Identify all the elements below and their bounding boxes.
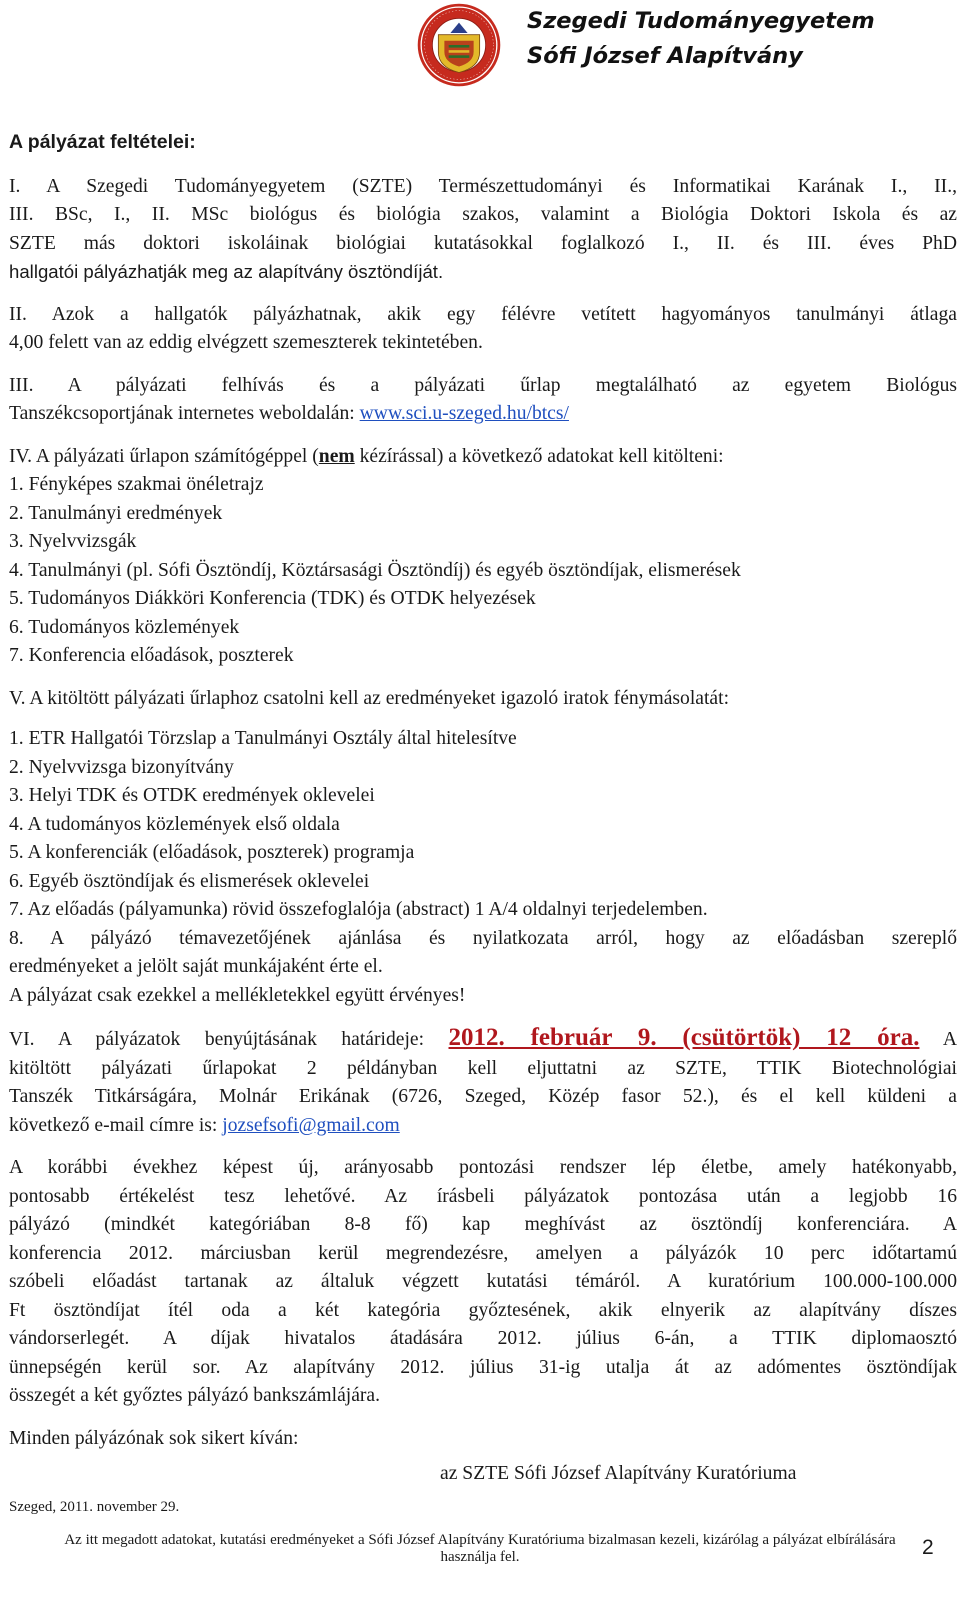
header-brand bbox=[527, 4, 875, 74]
condition-1 bbox=[9, 173, 957, 287]
org-name: Szegedi Tudományegyetem bbox=[527, 8, 875, 34]
condition-2 bbox=[9, 301, 957, 358]
closing-line: pályázó (mindkét kategóriában 8-8 fő) kap meghívást az ösztöndíj konferenciára. A bbox=[9, 1214, 957, 1235]
condition-2-line: II. Azok a hallgatók pályázhatnak, akik egy félévre vetített hagyományos tanulmányi átlaga bbox=[9, 303, 957, 325]
attachments-list bbox=[9, 725, 957, 1010]
closing-line: ünnepségén kerül sor. Az alapítvány 2012. július 31-ig utalja át az adómentes ösztöndíjak bbox=[9, 1356, 957, 1378]
list-item: 1. ETR Hallgatói Törzslap a Tanulmányi Osztály által hitelesítve bbox=[9, 728, 517, 749]
list-item-continuation: eredményeket a jelölt saját munkájaként érte el. bbox=[9, 956, 383, 977]
list-item: 3. Nyelvvizsgák bbox=[9, 531, 137, 552]
email-link[interactable]: jozsefsofi@gmail.com bbox=[222, 1114, 400, 1136]
list-item: 4. Tanulmányi (pl. Sófi Ösztöndíj, Köztársasági Ösztöndíj) és egyéb ösztöndíjak, elismerések bbox=[9, 559, 741, 581]
condition-2-line: 4,00 felett van az eddig elvégzett szemeszterek tekintetében. bbox=[9, 332, 483, 353]
condition-3 bbox=[9, 372, 957, 429]
condition-4-heading bbox=[9, 443, 957, 472]
section-6-line bbox=[9, 1112, 957, 1141]
list-item: 5. Tudományos Diákköri Konferencia (TDK) és OTDK helyezések bbox=[9, 588, 536, 609]
condition-1-line: I. A Szegedi Tudományegyetem (SZTE) Természettudományi és Informatikai Karának I., II., bbox=[9, 175, 957, 197]
foundation-name: Sófi József Alapítvány bbox=[527, 43, 803, 69]
condition-3-prefix: Tanszékcsoportjának internetes weboldalán: bbox=[9, 403, 360, 424]
condition-1-line: III. BSc, I., II. MSc biológus és biológia szakos, valamint a Biológia Doktori Iskola és az bbox=[9, 204, 957, 225]
page-header bbox=[0, 0, 960, 80]
wishes-text: Minden pályázónak sok sikert kíván: bbox=[9, 1427, 299, 1449]
condition-3-line: III. A pályázati felhívás és a pályázati űrlap megtalálható az egyetem Biológus bbox=[9, 374, 957, 396]
section-6-line: Tanszék Titkárságára, Molnár Erikának (6726, Szeged, Közép fasor 52.), és el kell küldeni a bbox=[9, 1086, 957, 1107]
closing-line: pontosabb értékelést tesz lehetővé. Az írásbeli pályázatok pontozása után a legjobb 16 bbox=[9, 1185, 957, 1207]
list-item: 1. Fényképes szakmai önéletrajz bbox=[9, 474, 264, 495]
section-6 bbox=[9, 1024, 957, 1140]
section-6-line bbox=[9, 1024, 957, 1055]
closing-line: Ft ösztöndíjat ítél oda a két kategória győztesének, akik elnyerik az alapítvány díszes bbox=[9, 1299, 957, 1321]
deadline-text: 2012. február 9. (csütörtök) 12 óra. bbox=[448, 1024, 920, 1051]
date: Szeged, 2011. november 29. bbox=[9, 1499, 180, 1515]
confidentiality-footer bbox=[0, 1532, 960, 1566]
list-item: 2. Tanulmányi eredmények bbox=[9, 502, 223, 524]
section-5-heading: V. A kitöltött pályázati űrlaphoz csatolni kell az eredményeket igazoló iratok fénymásolatát: bbox=[9, 687, 730, 709]
list-item: 7. Az előadás (pályamunka) rövid összefoglalója (abstract) 1 A/4 oldalnyi terjedelemben. bbox=[9, 899, 708, 920]
page-number: 2 bbox=[922, 1536, 934, 1559]
university-seal-logo bbox=[416, 2, 502, 88]
section-6-line: kitöltött pályázati űrlapokat 2 példányban kell eljuttatni az SZTE, TTIK Biotechnológiai bbox=[9, 1057, 957, 1079]
section-6-after-deadline: A bbox=[919, 1029, 957, 1050]
validity-note: A pályázat csak ezekkel a mellékletekkel együtt érvényes! bbox=[9, 984, 466, 1006]
footer-line: használja fel. bbox=[440, 1549, 520, 1565]
condition-4-suffix: kézírással) a következő adatokat kell kitölteni: bbox=[354, 445, 724, 467]
condition-4-prefix: IV. A pályázati űrlapon számítógéppel ( bbox=[9, 445, 319, 467]
condition-4-emphasis: nem bbox=[318, 445, 355, 467]
closing-line: A korábbi évekhez képest új, arányosabb pontozási rendszer lép életbe, amely hatékonyabb, bbox=[9, 1157, 957, 1178]
footer-line: Az itt megadott adatokat, kutatási eredményeket a Sófi József Alapítvány Kuratóriuma bizalmasan kezeli, kizárólag a pályázat elbírálására bbox=[64, 1532, 896, 1548]
closing-paragraph bbox=[9, 1154, 957, 1411]
closing-line: összegét a két győztes pályázó bankszámlájára. bbox=[9, 1385, 381, 1406]
signature: az SZTE Sófi József Alapítvány Kuratóriuma bbox=[440, 1463, 797, 1484]
list-item: 6. Egyéb ösztöndíjak és elismerések oklevelei bbox=[9, 870, 370, 892]
list-item: 8. A pályázó témavezetőjének ajánlása és nyilatkozata arról, hogy az előadásban szereplő bbox=[9, 927, 957, 949]
list-item: 5. A konferenciák (előadások, poszterek) programja bbox=[9, 842, 415, 863]
section-6-prefix: VI. A pályázatok benyújtásának határideje: bbox=[9, 1029, 449, 1050]
website-link[interactable]: www.sci.u-szeged.hu/btcs/ bbox=[359, 403, 569, 424]
page-title: A pályázat feltételei: bbox=[9, 131, 196, 153]
condition-1-line: hallgatói pályázhatják meg az alapítvány ösztöndíját. bbox=[9, 261, 444, 282]
list-item: 7. Konferencia előadások, poszterek bbox=[9, 645, 294, 666]
list-item: 2. Nyelvvizsga bizonyítvány bbox=[9, 756, 234, 778]
list-item: 3. Helyi TDK és OTDK eredmények oklevelei bbox=[9, 785, 375, 806]
document-body bbox=[9, 128, 957, 1453]
list-item: 4. A tudományos közlemények első oldala bbox=[9, 813, 340, 835]
closing-line: szóbeli előadást tartanak az általuk végzett kutatási témáról. A kuratórium 100.000-100.000 bbox=[9, 1271, 957, 1292]
closing-line: konferencia 2012. márciusban kerül megrendezésre, amelyen a pályázók 10 perc időtartamú bbox=[9, 1242, 957, 1264]
condition-1-line: SZTE más doktori iskoláinak biológiai kutatásokkal foglalkozó I., II. és III. éves PhD bbox=[9, 232, 957, 254]
list-item: 6. Tudományos közlemények bbox=[9, 616, 240, 638]
form-items-list bbox=[9, 471, 957, 671]
closing-line: vándorserlegét. A díjak hivatalos átadására 2012. július 6-án, a TTIK diplomaosztó bbox=[9, 1328, 957, 1349]
condition-3-line bbox=[9, 400, 957, 429]
section-6-email-prefix: következő e-mail címre is: bbox=[9, 1114, 223, 1136]
